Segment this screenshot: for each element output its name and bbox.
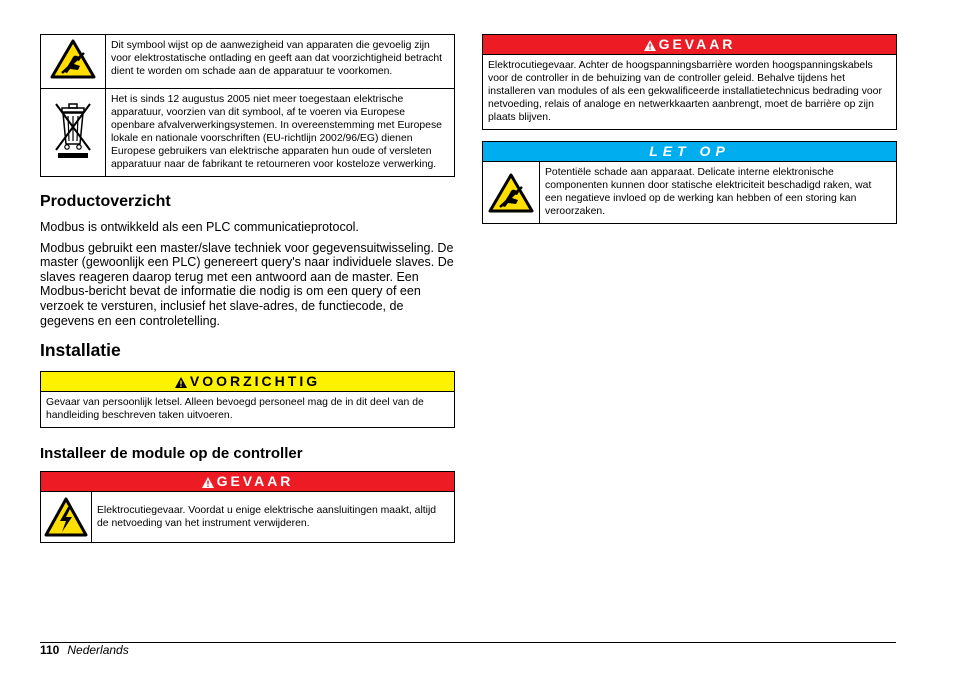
caution-header (41, 372, 454, 392)
danger-header (483, 35, 896, 55)
caution-box (40, 371, 455, 428)
overview-paragraph: Modbus gebruikt een master/slave techniek voor gegevensuitwisseling. De master (gewoonlijk een PLC) genereert query's naar individuele slaves. De slaves reageren daarop terug met een antwoord aan de master. Een Modbus-bericht bevat de informatie die nodig is om een query of een verzoek te versturen, inclusief het slave-adres, de functiecode, de gegevens en een controletelling. (40, 240, 454, 328)
caution-label: VOORZICHTIG (189, 373, 321, 390)
warning-triangle-icon (202, 477, 214, 488)
esd-warning-icon (41, 35, 106, 89)
notice-box (482, 141, 897, 224)
warning-triangle-icon (644, 40, 656, 51)
danger-text: Elektrocutiegevaar. Voordat u enige elektrische aansluitingen maakt, altijd de netvoeding van het instrument verwijderen. (97, 504, 437, 529)
notice-text: Potentiële schade aan apparaat. Delicate interne elektronische componenten kunnen door statische elektriciteit beschadigd raken, wat een negatieve invloed op de werking kan hebben of een storing kan veroorzaken. (545, 167, 872, 217)
right-column (482, 34, 897, 224)
danger-box (40, 471, 455, 543)
footer-divider (40, 642, 896, 643)
electrical-hazard-icon (41, 492, 92, 542)
install-module-heading: Installeer de module op de controller (40, 445, 303, 463)
danger-text: Elektrocutiegevaar. Achter de hoogspanningsbarrière worden hoogspanningskabels voor de controller in de behuizing van de controller geleid. Behalve tijdens het installeren van modules of als een gekwalificeerde installatietechnicus bedrading voor netvoeding, relais of analoge en netwerkkaarten aanbrengt, moet de barrière op zijn plaats blijven. (488, 60, 882, 123)
danger-box (482, 34, 897, 130)
table-row (41, 89, 455, 177)
overview-paragraph: Modbus is ontwikkeld als een PLC communicatieprotocol. (40, 220, 359, 234)
page-number: 110 (40, 643, 60, 657)
notice-header: LET OP (483, 142, 896, 162)
left-column (40, 34, 455, 543)
caution-text: Gevaar van persoonlijk letsel. Alleen bevoegd personeel mag de in dit deel van de handleiding beschreven taken uitvoeren. (46, 397, 424, 422)
danger-header (41, 472, 454, 492)
installation-heading: Installatie (40, 340, 121, 361)
table-row (41, 35, 455, 89)
danger-label: GEVAAR (658, 36, 736, 52)
footer-language: Nederlands (67, 643, 129, 657)
weee-crossed-bin-icon (41, 89, 106, 177)
symbol-description: Het is sinds 12 augustus 2005 niet meer toegestaan elektrische apparatuur, voorzien van dit symbool, af te voeren via Europese openbare afvalverwerkingsystemen. In overeenstemming met Europese lokale en nationale voorschriften (EU-richtlijn 2002/96/EG) dienen Europese gebruikers van elektrische apparaten hun oude of versleten apparatuur naar de fabrikant te retourneren voor kosteloze verwerking. (106, 89, 455, 177)
warning-triangle-icon (175, 377, 187, 388)
page-footer (40, 643, 129, 657)
danger-label: GEVAAR (216, 473, 294, 490)
symbol-description: Dit symbool wijst op de aanwezigheid van apparaten die gevoelig zijn voor elektrostatische ontlading en geeft aan dat voorzichtigheid betracht dient te worden om schade aan de apparatuur te voorkomen. (106, 35, 455, 89)
esd-warning-icon (483, 162, 540, 223)
overview-heading: Productoverzicht (40, 193, 171, 210)
symbols-table (40, 34, 455, 177)
